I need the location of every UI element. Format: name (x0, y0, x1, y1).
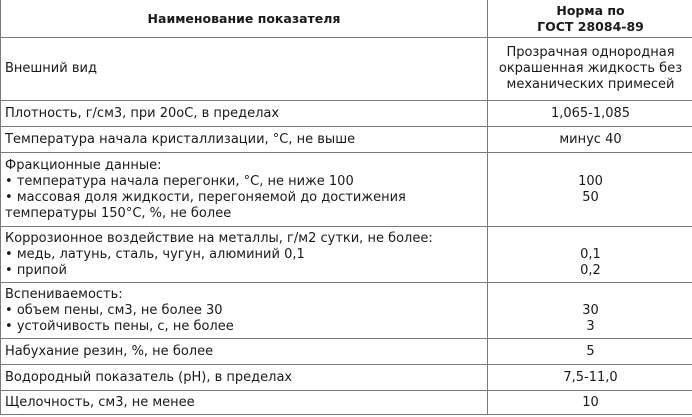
row-appearance-norm (488, 38, 692, 101)
header-norm (488, 0, 692, 38)
table-header-row (1, 0, 692, 38)
row-fraction-name (1, 153, 488, 227)
row-appearance-name: Внешний вид (1, 38, 488, 101)
norm-line: 50 (582, 189, 599, 205)
norm-line: 30 (582, 302, 599, 318)
row-ph-norm: 7,5-11,0 (488, 365, 692, 391)
foaming-item: • объем пены, см3, не более 30 (5, 303, 487, 319)
row-corrosion-name (1, 227, 488, 283)
row-alkalinity-norm: 10 (488, 391, 692, 415)
table-row (1, 339, 692, 365)
row-corrosion-norm (488, 227, 692, 283)
table-row (1, 101, 692, 127)
row-fraction-norm (488, 153, 692, 227)
corrosion-item: • медь, латунь, сталь, чугун, алюминий 0,1 (5, 247, 487, 263)
row-foaming-name (1, 283, 488, 339)
header-norm-line1: Норма по (556, 2, 625, 18)
row-density-norm: 1,065-1,085 (488, 101, 692, 127)
row-foaming-norm (488, 283, 692, 339)
table-row (1, 365, 692, 391)
foaming-item: • устойчивость пены, с, не более (5, 319, 487, 335)
header-norm-line2: ГОСТ 28084-89 (537, 18, 644, 34)
table-row (1, 153, 692, 227)
row-alkalinity-name: Щелочность, см3, не менее (1, 391, 488, 415)
fraction-item: • температура начала перегонки, °С, не ниже 100 (5, 174, 487, 190)
table-row (1, 391, 692, 415)
fraction-item-continuation: температуры 150°С, %, не более (5, 205, 232, 221)
table-row (1, 38, 692, 101)
header-indicator-name: Наименование показателя (1, 0, 488, 38)
row-swelling-norm: 5 (488, 339, 692, 365)
table-row (1, 127, 692, 153)
fraction-title: Фракционные данные: (5, 157, 162, 173)
corrosion-title: Коррозионное воздействие на металлы, г/м2 сутки, не более: (5, 230, 433, 246)
norm-line: 0,1 (580, 246, 601, 262)
row-density-name: Плотность, г/см3, при 20оС, в пределах (1, 101, 488, 127)
corrosion-item: • припой (5, 263, 487, 279)
norm-line: 100 (578, 173, 603, 189)
norm-line: Прозрачная однородная (506, 45, 675, 60)
row-ph-name: Водородный показатель (рН), в пределах (1, 365, 488, 391)
foaming-title: Вспениваемость: (5, 286, 123, 302)
norm-line: 3 (586, 318, 595, 334)
row-swelling-name: Набухание резин, %, не более (1, 339, 488, 365)
row-crystallization-name: Температура начала кристаллизации, °С, не выше (1, 127, 488, 153)
norm-line: окрашенная жидкость без (498, 61, 683, 76)
table-row (1, 283, 692, 339)
row-crystallization-norm: минус 40 (488, 127, 692, 153)
norm-line: 0,2 (580, 262, 601, 278)
fraction-item: • массовая доля жидкости, перегоняемой до достижения (5, 190, 487, 206)
norm-line: механических примесей (506, 77, 675, 92)
table-row (1, 227, 692, 283)
